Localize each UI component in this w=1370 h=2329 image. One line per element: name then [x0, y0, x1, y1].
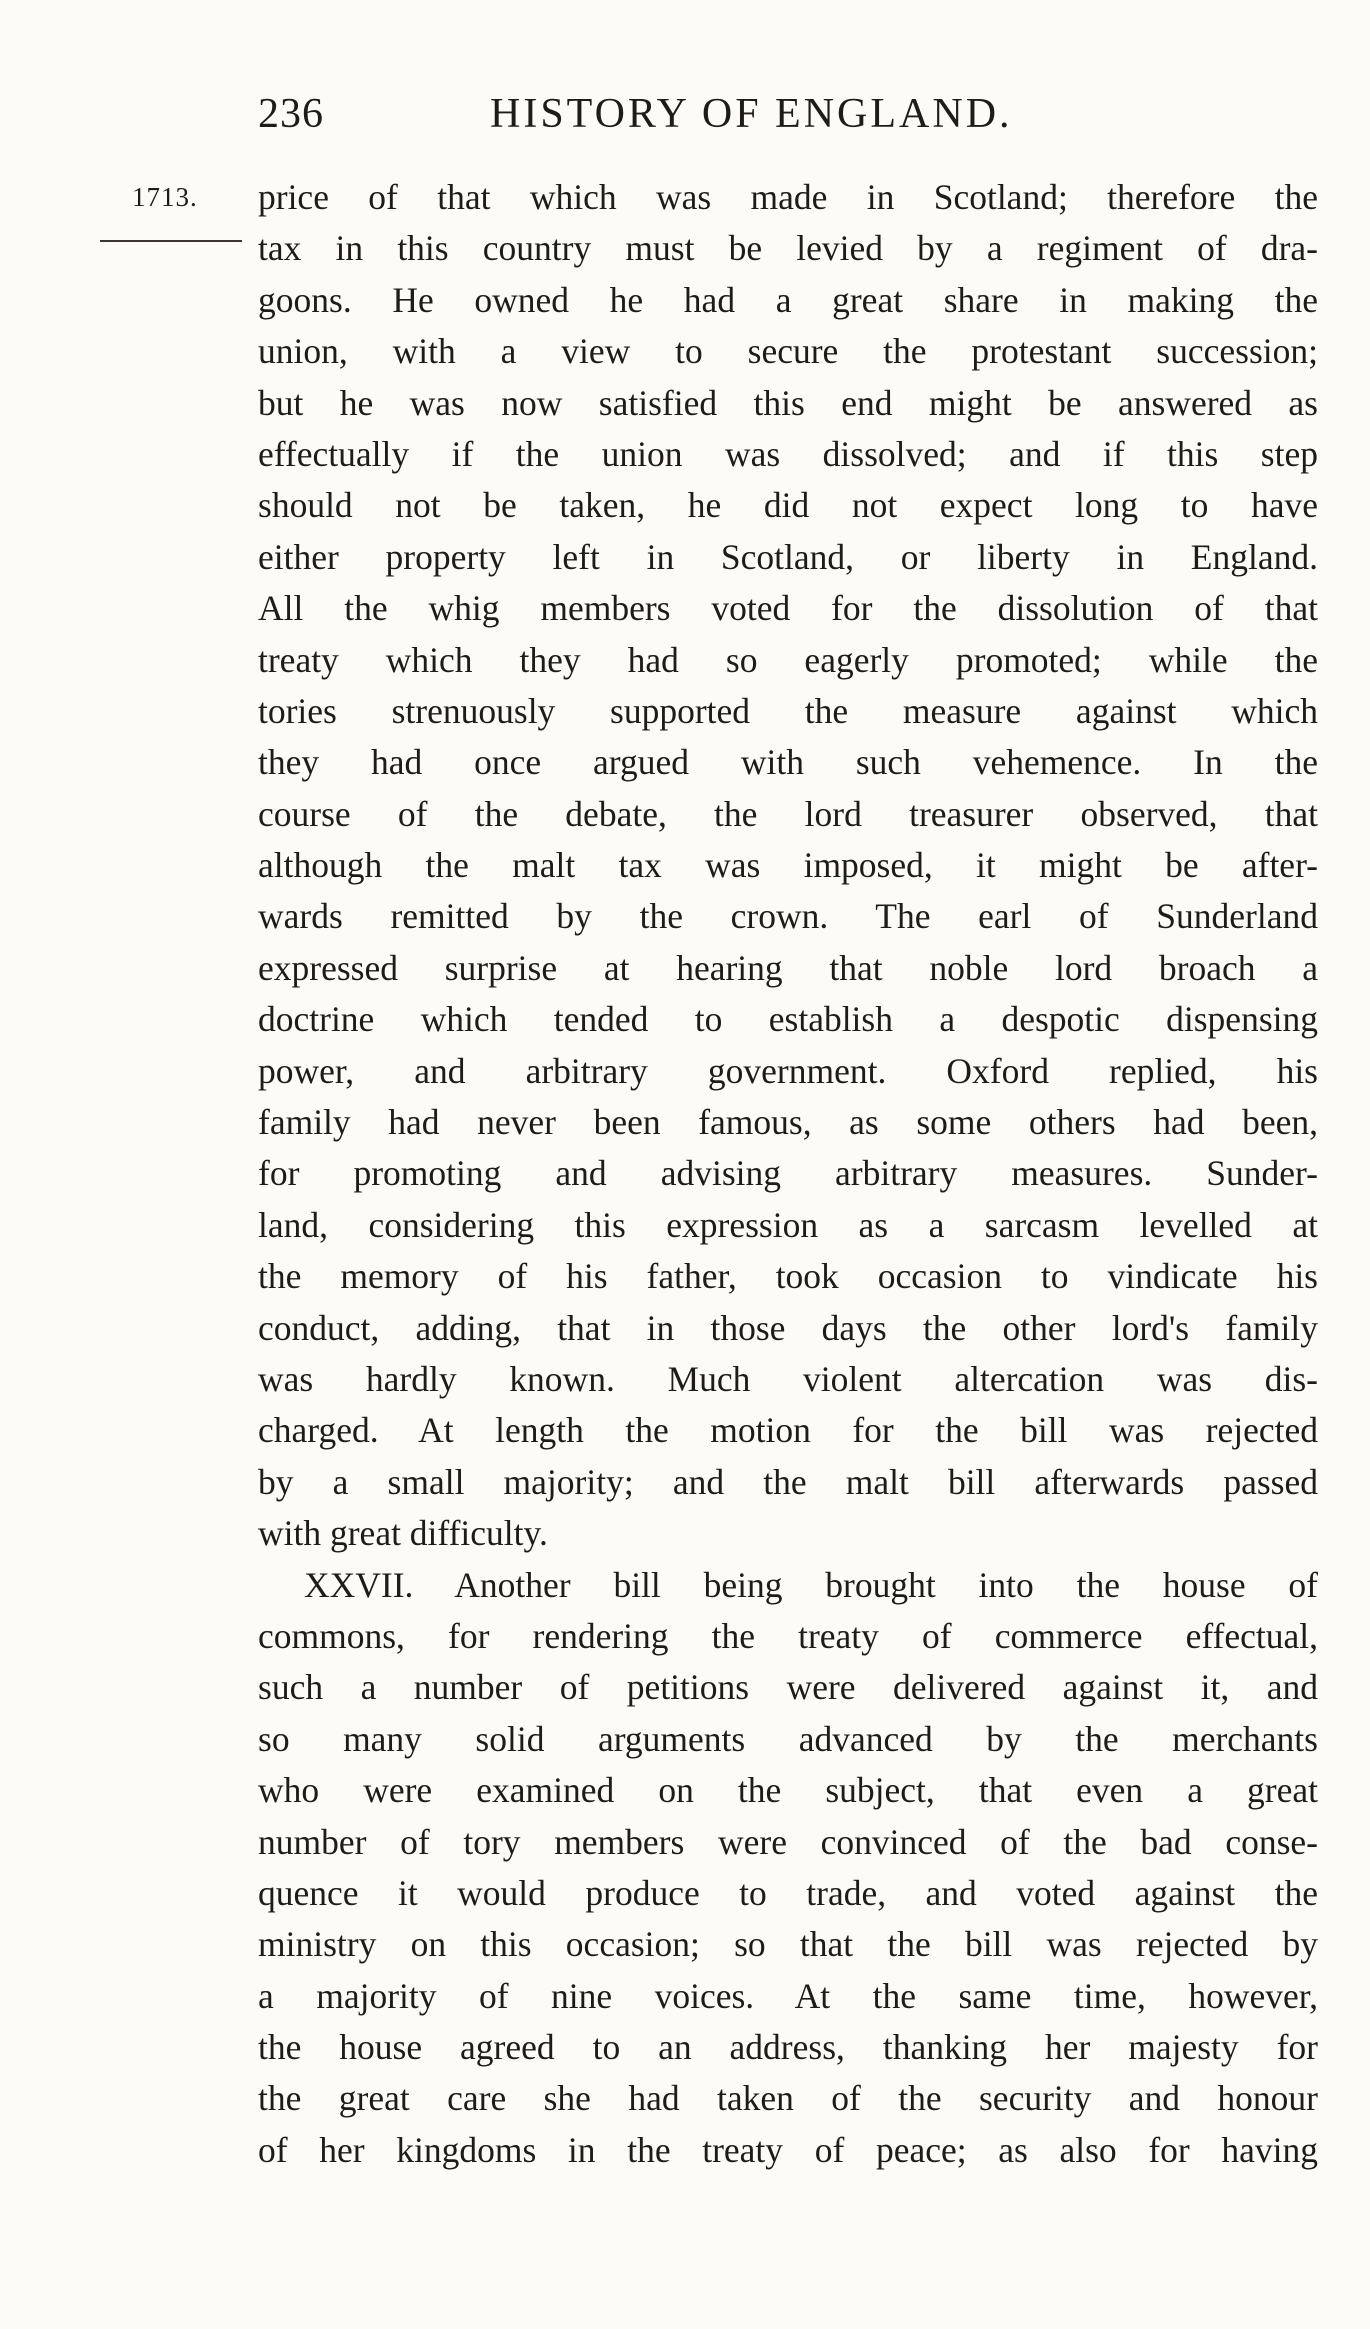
running-title: HISTORY OF ENGLAND. — [490, 91, 1013, 137]
text-line: tax in this country must be levied by a regiment of dra- — [258, 228, 1318, 269]
text-line: number of tory members were convinced of the bad conse- — [258, 1821, 1318, 1862]
text-line: a majority of nine voices. At the same time, however, — [258, 1975, 1318, 2016]
text-line: should not be taken, he did not expect long to have — [258, 485, 1318, 526]
page-number: 236 — [258, 91, 324, 137]
text-line: the house agreed to an address, thanking her majesty for — [258, 2027, 1318, 2068]
text-line: of her kingdoms in the treaty of peace; as also for having — [258, 2129, 1318, 2170]
text-line: expressed surprise at hearing that noble lord broach a — [258, 947, 1318, 988]
text-line: either property left in Scotland, or liberty in England. — [258, 536, 1318, 577]
text-line: with great difficulty. — [258, 1513, 548, 1554]
text-line: so many solid arguments advanced by the merchants — [258, 1718, 1318, 1759]
text-line: ministry on this occasion; so that the bill was rejected by — [258, 1924, 1318, 1965]
text-line: charged. At length the motion for the bill was rejected — [258, 1410, 1318, 1451]
page-header — [258, 90, 1318, 150]
text-line: was hardly known. Much violent altercation was dis- — [258, 1358, 1318, 1399]
text-line: such a number of petitions were delivered against it, and — [258, 1667, 1318, 1708]
text-line: the memory of his father, took occasion to vindicate his — [258, 1256, 1318, 1297]
text-line: doctrine which tended to establish a despotic dispensing — [258, 999, 1318, 1040]
text-line: price of that which was made in Scotland; therefore the — [258, 177, 1318, 217]
text-line: treaty which they had so eagerly promoted; while the — [258, 639, 1318, 680]
text-line: conduct, adding, that in those days the other lord's family — [258, 1307, 1318, 1348]
margin-year-note: 1713. — [132, 182, 198, 212]
body-text — [258, 172, 1318, 2176]
text-line: goons. He owned he had a great share in making the — [258, 279, 1318, 320]
text-line: by a small majority; and the malt bill afterwards passed — [258, 1461, 1318, 1502]
text-line: they had once argued with such vehemence. In the — [258, 742, 1318, 783]
section-heading-line: XXVII. Another bill being brought into the house of — [304, 1564, 1318, 1605]
text-line: the great care she had taken of the security and honour — [258, 2078, 1318, 2119]
text-line: who were examined on the subject, that even a great — [258, 1770, 1318, 1811]
text-line: quence it would produce to trade, and voted against the — [258, 1872, 1318, 1913]
margin-rule — [100, 240, 242, 242]
text-line: effectually if the union was dissolved; and if this step — [258, 433, 1318, 474]
text-line: commons, for rendering the treaty of commerce effectual, — [258, 1615, 1318, 1656]
text-line: but he was now satisfied this end might be answered as — [258, 382, 1318, 423]
text-line: for promoting and advising arbitrary measures. Sunder- — [258, 1153, 1318, 1194]
text-line: course of the debate, the lord treasurer observed, that — [258, 793, 1318, 834]
text-line: although the malt tax was imposed, it might be after- — [258, 845, 1318, 886]
text-line: land, considering this expression as a sarcasm levelled at — [258, 1204, 1318, 1245]
text-line: tories strenuously supported the measure against which — [258, 690, 1318, 731]
text-line: All the whig members voted for the dissolution of that — [258, 588, 1318, 629]
text-line: union, with a view to secure the protestant succession; — [258, 331, 1318, 372]
text-line: wards remitted by the crown. The earl of Sunderland — [258, 896, 1318, 937]
text-line: power, and arbitrary government. Oxford replied, his — [258, 1050, 1318, 1091]
text-line: family had never been famous, as some others had been, — [258, 1102, 1318, 1143]
